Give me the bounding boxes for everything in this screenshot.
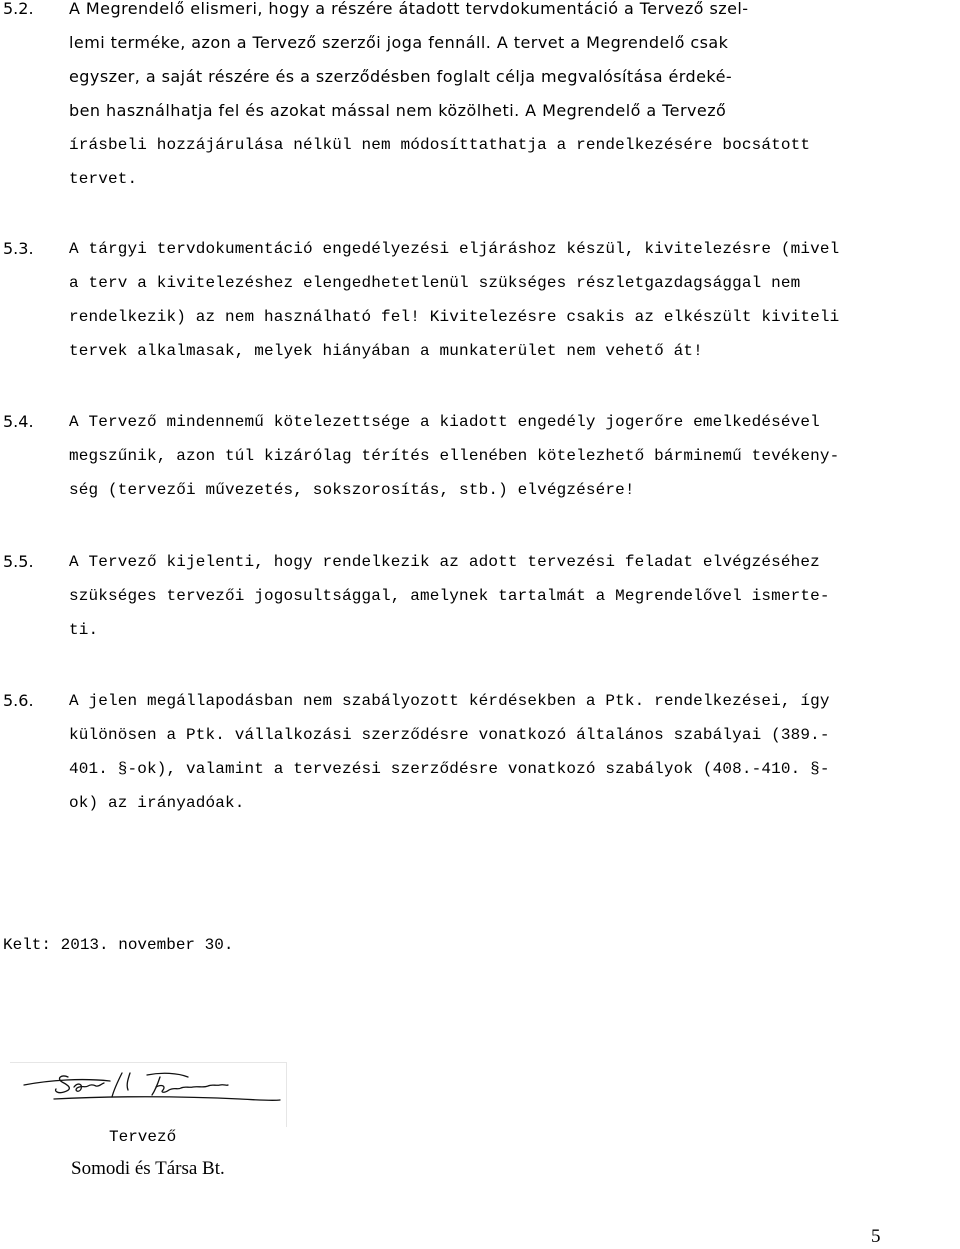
- section-number: 5.6.: [3, 691, 34, 710]
- section-number: 5.5.: [3, 552, 34, 571]
- text-line: A Tervező mindennemű kötelezettsége a kiadott engedély jogerőre emelkedésével: [69, 413, 820, 431]
- page-number: 5: [871, 1226, 881, 1247]
- text-line: különösen a Ptk. vállalkozási szerződésre vonatkozó általános szabályai (389.-: [69, 726, 830, 744]
- section-body: [69, 405, 960, 507]
- section-number: 5.3.: [3, 239, 34, 258]
- text-line: lemi terméke, azon a Tervező szerzői joga fennáll. A tervet a Megrendelő csak: [69, 33, 729, 52]
- text-line: tervet.: [69, 170, 138, 188]
- text-line: rendelkezik) az nem használható fel! Kivitelezésre csakis az elkészült kiviteli: [69, 308, 840, 326]
- section-number: 5.2.: [3, 0, 34, 18]
- text-line: ben használhatja fel és azokat mással nem közölheti. A Megrendelő a Tervező: [69, 101, 727, 120]
- text-line: ok) az irányadóak.: [69, 794, 245, 812]
- text-line: A Megrendelő elismeri, hogy a részére átadott tervdokumentáció a Tervező szel-: [69, 0, 749, 18]
- text-line: A tárgyi tervdokumentáció engedélyezési eljáráshoz készül, kivitelezésre (mivel: [69, 240, 840, 258]
- text-line: egyszer, a saját részére és a szerződésben foglalt célja megvalósítása érdeké-: [69, 67, 733, 86]
- section-body: [69, 545, 960, 647]
- text-line: ti.: [69, 621, 99, 639]
- signer-role: Tervező: [109, 1128, 177, 1146]
- date-line: Kelt: 2013. november 30.: [3, 936, 234, 954]
- text-line: szükséges tervezői jogosultsággal, amelynek tartalmát a Megrendelővel ismerte-: [69, 587, 830, 605]
- text-line: A Tervező kijelenti, hogy rendelkezik az adott tervezési feladat elvégzéséhez: [69, 553, 820, 571]
- section-body: [69, 0, 960, 196]
- text-line: 401. §-ok), valamint a tervezési szerződésre vonatkozó szabályok (408.-410. §-: [69, 760, 830, 778]
- text-line: ség (tervezői művezetés, sokszorosítás, stb.) elvégzésére!: [69, 481, 635, 499]
- text-line: megszűnik, azon túl kizárólag térítés ellenében kötelezhető bárminemű tevékeny-: [69, 447, 840, 465]
- section-body: [69, 684, 960, 820]
- text-line: tervek alkalmasak, melyek hiányában a munkaterület nem vehető át!: [69, 342, 703, 360]
- text-line: a terv a kivitelezéshez elengedhetetlenül szükséges részletgazdagsággal nem: [69, 274, 801, 292]
- section-number: 5.4.: [3, 412, 34, 431]
- signature-image: [10, 1062, 287, 1127]
- signature-scribble: [10, 1063, 286, 1127]
- text-line: írásbeli hozzájárulása nélkül nem módosíttathatja a rendelkezésére bocsátott: [69, 136, 811, 154]
- text-line: A jelen megállapodásban nem szabályozott kérdésekben a Ptk. rendelkezései, így: [69, 692, 830, 710]
- company-name: Somodi és Társa Bt.: [71, 1158, 225, 1179]
- section-body: [69, 232, 960, 368]
